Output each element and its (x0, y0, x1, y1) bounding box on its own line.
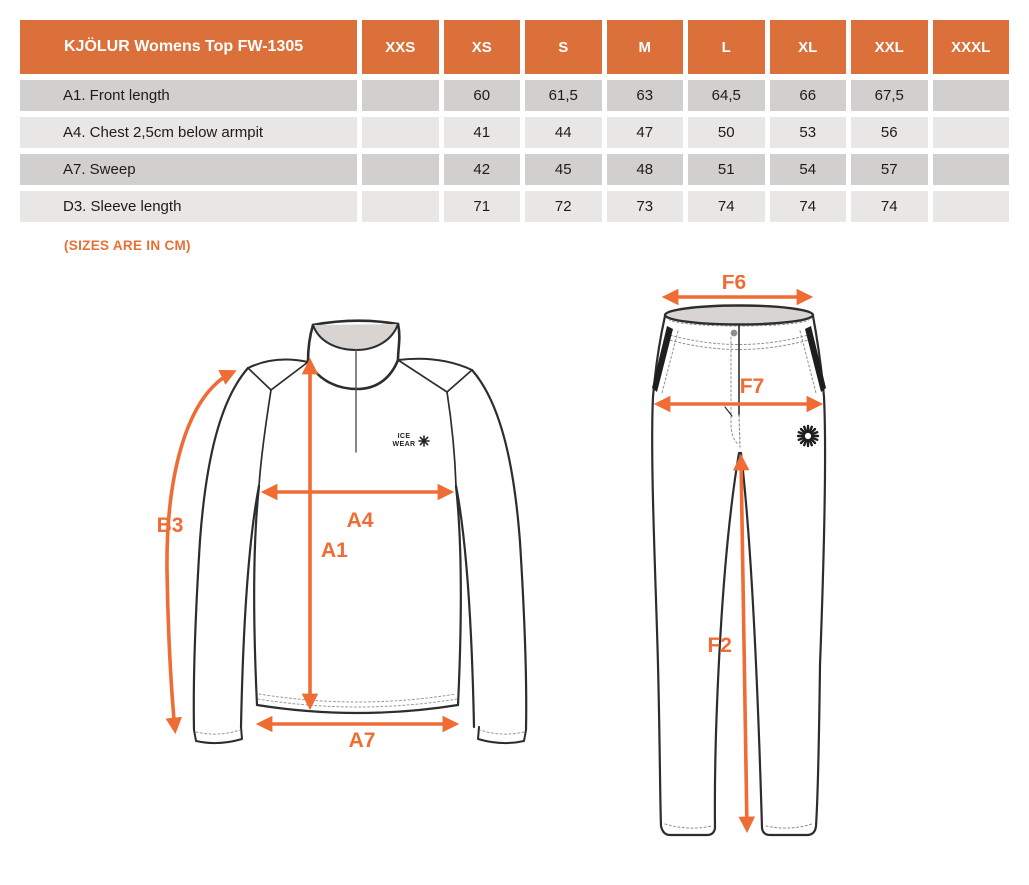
col-header-xs: XS (444, 20, 521, 74)
row-label: A4. Chest 2,5cm below armpit (20, 117, 357, 148)
size-value-cell: 53 (770, 117, 847, 148)
label-b3: B3 (156, 514, 184, 537)
size-value-cell: 63 (607, 80, 684, 111)
snowflake-logo-icon (798, 426, 818, 446)
label-f2: F2 (707, 634, 732, 657)
row-label: D3. Sleeve length (20, 191, 357, 222)
size-value-cell: 42 (444, 154, 521, 185)
size-value-cell (362, 117, 439, 148)
waist-button (731, 330, 738, 337)
size-value-cell: 41 (444, 117, 521, 148)
label-f7: F7 (739, 375, 765, 398)
size-value-cell: 54 (770, 154, 847, 185)
size-value-cell: 47 (607, 117, 684, 148)
col-header-xxs: XXS (362, 20, 439, 74)
size-value-cell: 72 (525, 191, 602, 222)
col-header-xl: XL (770, 20, 847, 74)
size-value-cell: 50 (688, 117, 765, 148)
row-label: A7. Sweep (20, 154, 357, 185)
size-value-cell: 45 (525, 154, 602, 185)
snowflake-logo-icon (419, 436, 429, 446)
col-header-l: L (688, 20, 765, 74)
size-value-cell (933, 80, 1010, 111)
icewear-logo (393, 433, 430, 448)
size-value-cell: 71 (444, 191, 521, 222)
logo-text-ice: ICE (397, 433, 411, 440)
size-value-cell: 44 (525, 117, 602, 148)
pants-diagram (620, 275, 1029, 875)
size-value-cell: 61,5 (525, 80, 602, 111)
size-value-cell: 73 (607, 191, 684, 222)
col-header-m: M (607, 20, 684, 74)
size-value-cell: 64,5 (688, 80, 765, 111)
size-value-cell: 66 (770, 80, 847, 111)
size-value-cell: 74 (770, 191, 847, 222)
sizes-in-cm-note: (SIZES ARE IN CM) (64, 238, 191, 253)
size-value-cell (362, 154, 439, 185)
label-a7: A7 (348, 729, 376, 752)
label-f6: F6 (721, 275, 747, 294)
size-value-cell (933, 191, 1010, 222)
size-value-cell: 74 (688, 191, 765, 222)
size-value-cell: 56 (851, 117, 928, 148)
size-value-cell (362, 191, 439, 222)
size-value-cell (933, 154, 1010, 185)
table-title: KJÖLUR Womens Top FW-1305 (20, 20, 357, 74)
col-header-s: S (525, 20, 602, 74)
size-value-cell: 74 (851, 191, 928, 222)
row-label: A1. Front length (20, 80, 357, 111)
womens-top-diagram (140, 280, 580, 780)
size-value-cell: 57 (851, 154, 928, 185)
label-a1: A1 (321, 539, 348, 562)
col-header-xxl: XXL (851, 20, 928, 74)
size-value-cell (933, 117, 1010, 148)
size-value-cell: 60 (444, 80, 521, 111)
size-value-cell: 48 (607, 154, 684, 185)
size-value-cell: 51 (688, 154, 765, 185)
label-a4: A4 (346, 509, 374, 532)
size-table (20, 20, 1009, 222)
size-value-cell (362, 80, 439, 111)
size-value-cell: 67,5 (851, 80, 928, 111)
col-header-xxxl: XXXL (933, 20, 1010, 74)
top-measurement-arrows (167, 362, 455, 730)
logo-text-wear: WEAR (392, 441, 416, 448)
